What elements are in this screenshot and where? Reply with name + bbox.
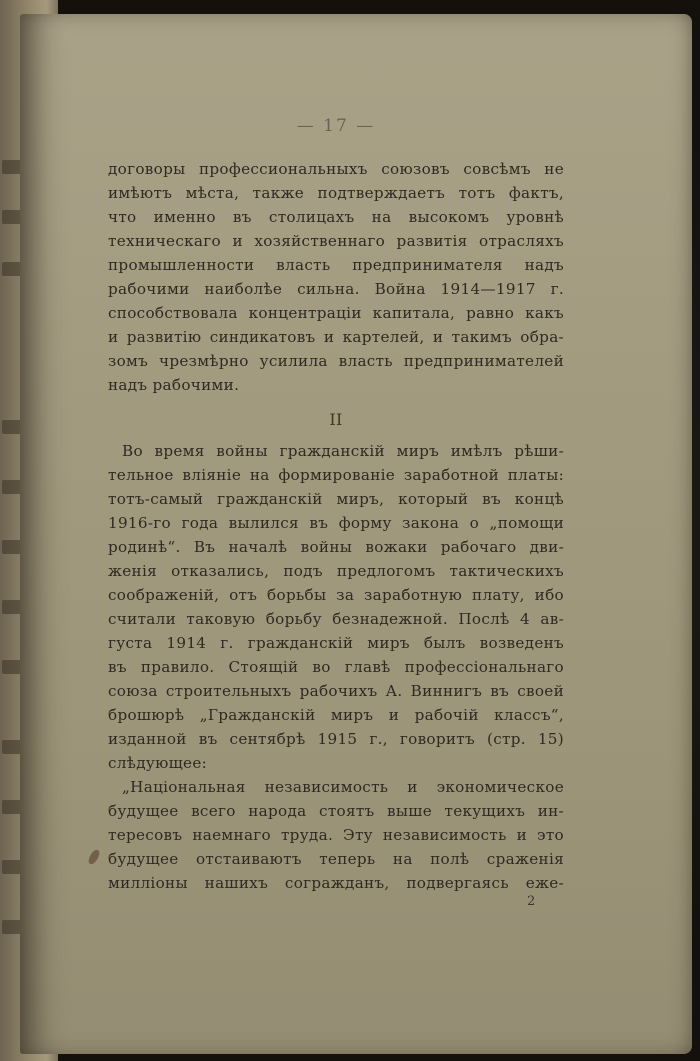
page-number: — 17 — [296, 116, 376, 136]
text-line: рабочими наиболѣе сильна. Война 1914—1917 г. [108, 280, 564, 298]
text-line: брошюрѣ „Гражданскій миръ и рабочій классъ“, [108, 706, 564, 724]
text-line: изданной въ сентябрѣ 1915 г., говоритъ (стр. 15) [108, 730, 564, 748]
text-line: что именно въ столицахъ на высокомъ уровнѣ [108, 208, 564, 226]
ink-stain [87, 848, 102, 866]
text-line: договоры профессиональныхъ союзовъ совсѣмъ не [108, 160, 564, 178]
text-line: слѣдующее: [108, 754, 208, 772]
signature-mark: 2 [527, 894, 536, 909]
text-line: зомъ чрезмѣрно усилила власть предпринимателей [108, 352, 564, 370]
text-line: техническаго и хозяйственнаго развитія отрасляхъ [108, 232, 564, 250]
text-line: союза строительныхъ рабочихъ А. Виннигъ въ своей [108, 682, 564, 700]
text-line: имѣютъ мѣста, также подтверждаетъ тотъ фактъ, [108, 184, 564, 202]
text-line: тельное вліяніе на формированіе заработной платы: [108, 466, 564, 484]
text-line: надъ рабочими. [108, 376, 240, 394]
text-line: будущее отстаиваютъ теперь на полѣ сраженія [108, 850, 564, 868]
text-line: тотъ-самый гражданскій миръ, который въ концѣ [108, 490, 564, 508]
text-line: милліоны нашихъ согражданъ, подвергаясь еже- [108, 874, 564, 892]
text-line: соображеній, отъ борьбы за заработную плату, ибо [108, 586, 564, 604]
text-line: способствовала концентраціи капитала, равно какъ [108, 304, 564, 322]
text-line: будущее всего народа стоятъ выше текущихъ ин- [108, 802, 564, 820]
text-line: „Національная независимость и экономическое [122, 778, 564, 796]
text-line: Во время войны гражданскій миръ имѣлъ рѣши- [122, 442, 564, 460]
book-page [20, 14, 692, 1054]
text-line: родинѣ“. Въ началѣ войны вожаки рабочаго дви- [108, 538, 564, 556]
text-line: и развитію синдикатовъ и картелей, и такимъ обра- [108, 328, 564, 346]
section-number: II [329, 410, 343, 429]
text-line: 1916-го года вылился въ форму закона о „помощи [108, 514, 564, 532]
text-line: женія отказались, подъ предлогомъ тактическихъ [108, 562, 564, 580]
text-line: тересовъ наемнаго труда. Эту независимость и это [108, 826, 564, 844]
text-line: промышленности власть предпринимателя надъ [108, 256, 564, 274]
text-line: считали таковую борьбу безнадежной. Послѣ 4 ав- [108, 610, 564, 628]
text-line: въ правило. Стоящій во главѣ профессіональнаго [108, 658, 564, 676]
text-line: густа 1914 г. гражданскій миръ былъ возведенъ [108, 634, 564, 652]
